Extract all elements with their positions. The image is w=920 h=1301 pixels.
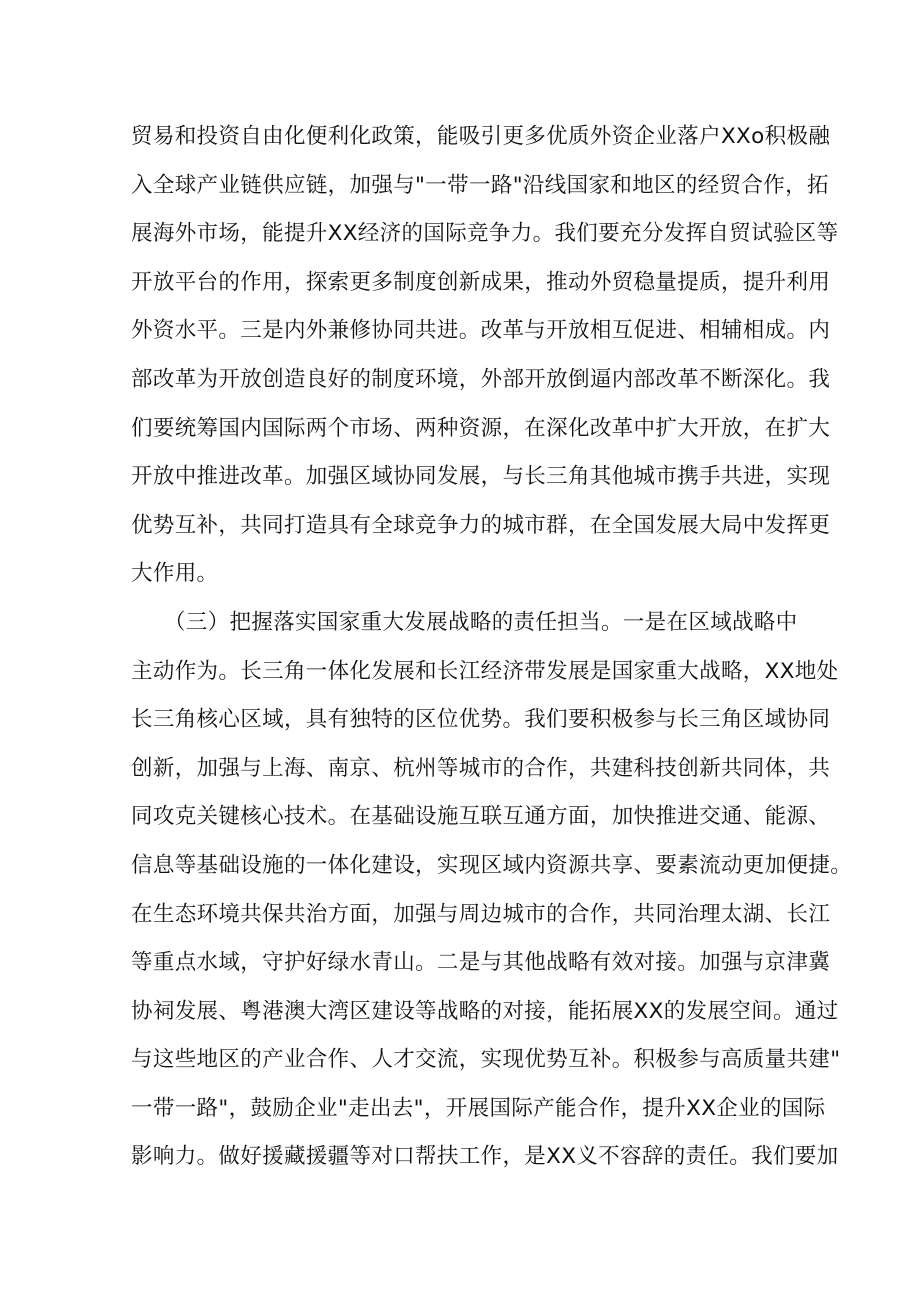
text-line: 大作用。 bbox=[131, 561, 219, 587]
text-line: 主动作为。长三角一体化发展和长江经济带发展是国家重大战略，XX地处 bbox=[131, 658, 839, 684]
text-line: 长三角核心区域，具有独特的区位优势。我们要积极参与长三角区域协同 bbox=[131, 707, 831, 733]
text-line: 与这些地区的产业合作、人才交流，实现优势互补。积极参与高质量共建" bbox=[131, 1047, 841, 1073]
text-line: 外资水平。三是内外兼修协同共进。改革与开放相互促进、相辅相成。内 bbox=[131, 318, 831, 344]
text-line: 开放平台的作用，探索更多制度创新成果，推动外贸稳量提质，提升利用 bbox=[131, 269, 831, 295]
section-heading-line: （三）把握落实国家重大发展战略的责任担当。一是在区域战略中 bbox=[131, 609, 798, 635]
text-line: 部改革为开放创造良好的制度环境，外部开放倒逼内部改革不断深化。我 bbox=[131, 366, 831, 392]
text-line: 创新，加强与上海、南京、杭州等城市的合作，共建科技创新共同体，共 bbox=[131, 755, 831, 781]
text-line: 信息等基础设施的一体化建设，实现区域内资源共享、要素流动更加便捷。 bbox=[131, 852, 853, 878]
text-line: 协祠发展、粤港澳大湾区建设等战略的对接，能拓展XX的发展空间。通过 bbox=[131, 998, 839, 1024]
text-line: 入全球产业链供应链，加强与"一带一路"沿线国家和地区的经贸合作，拓 bbox=[131, 172, 829, 198]
text-line: 们要统筹国内国际两个市场、两种资源，在深化改革中扩大开放，在扩大 bbox=[131, 415, 831, 441]
text-line: 影响力。做好援藏援疆等对口帮扶工作，是XX义不容辞的责任。我们要加 bbox=[131, 1144, 839, 1170]
text-line: 开放中推进改革。加强区域协同发展，与长三角其他城市携手共进，实现 bbox=[131, 464, 831, 490]
text-line: 贸易和投资自由化便利化政策，能吸引更多优质外资企业落户XXo积极融 bbox=[131, 124, 831, 149]
text-line: 展海外市场，能提升XX经济的国际竞争力。我们要充分发挥自贸试验区等 bbox=[131, 221, 839, 247]
text-line: 一带一路"，鼓励企业"走出去"，开展国际产能合作，提升XX企业的国际 bbox=[131, 1095, 826, 1121]
body-text bbox=[131, 113, 853, 1182]
text-line: 在生态环境共保共治方面，加强与周边城市的合作，共同治理太湖、长江 bbox=[131, 901, 831, 927]
text-line: 同攻克关键核心技术。在基础设施互联互通方面，加快推进交通、能源、 bbox=[131, 804, 831, 830]
text-line: 等重点水域，守护好绿水青山。二是与其他战略有效对接。加强与京津冀 bbox=[131, 950, 831, 976]
text-line: 优势互补，共同打造具有全球竞争力的城市群，在全国发展大局中发挥更 bbox=[131, 512, 831, 538]
